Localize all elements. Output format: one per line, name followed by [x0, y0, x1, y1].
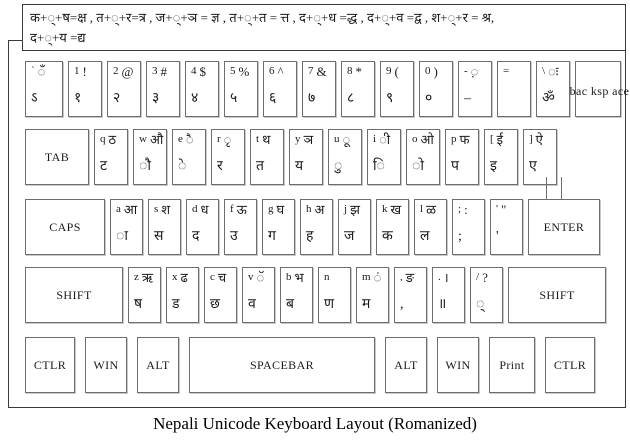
- key-backslash-latin-char: \: [542, 65, 546, 77]
- key-8-base-char: ८: [347, 91, 355, 106]
- key-m-latin-char: m: [362, 271, 371, 283]
- key-backtick: [25, 61, 63, 117]
- key-alt-right-label: ALT: [394, 357, 418, 372]
- key-tab: [25, 129, 89, 185]
- key-o: [406, 129, 440, 185]
- key-c-shift-char: च: [217, 270, 227, 285]
- key-c-base-char: छ: [210, 297, 220, 312]
- key-i-shift-char: ◌ी: [379, 132, 391, 147]
- key-s-latin-char: s: [154, 203, 159, 215]
- key-minus-latin-char: -: [464, 65, 468, 77]
- key-lbracket-latin-char: [: [490, 133, 494, 145]
- key-rbracket-shift-char: ऐ: [535, 132, 543, 147]
- key-w: [133, 129, 167, 185]
- key-g-shift-char: घ: [276, 202, 285, 217]
- key-6-shift-char: ^: [277, 64, 284, 79]
- key-d-latin-char: d: [192, 203, 198, 215]
- key-backtick-shift-char: ◌ँ: [37, 64, 46, 79]
- enter-key-stem: [546, 177, 562, 199]
- key-1: [68, 61, 102, 117]
- key-n-latin-char: n: [324, 271, 330, 283]
- key-x-latin-char: x: [172, 271, 178, 283]
- key-p-latin-char: p: [451, 133, 457, 145]
- key-backslash-shift-char: ◌ः: [548, 64, 559, 79]
- key-u-latin-char: u: [334, 133, 340, 145]
- key-w-latin-char: w: [139, 133, 147, 145]
- key-period-base-char: ॥: [438, 297, 447, 312]
- key-8-shift-char: *: [355, 64, 362, 79]
- key-y-shift-char: ञ: [303, 132, 314, 147]
- key-f-base-char: उ: [230, 229, 238, 244]
- key-minus-shift-char: ◌़: [470, 64, 479, 79]
- key-backslash-base-char: ॐ: [542, 91, 555, 106]
- key-z: [128, 267, 161, 323]
- key-4: [185, 61, 219, 117]
- key-n: [318, 267, 351, 323]
- key-minus: [458, 61, 492, 117]
- key-shift-right-label: SHIFT: [539, 287, 575, 302]
- key-r-latin-char: r: [217, 133, 221, 145]
- key-i-base-char: ◌ि: [373, 159, 385, 174]
- key-t-base-char: त: [256, 159, 264, 174]
- key-c: [204, 267, 237, 323]
- key-semicolon-latin-char: ;: [458, 203, 462, 215]
- key-r: [211, 129, 245, 185]
- key-a-latin-char: a: [116, 203, 121, 215]
- key-slash: [470, 267, 503, 323]
- key-tab-label: TAB: [44, 149, 70, 164]
- key-alt-right: [385, 337, 427, 393]
- key-1-shift-char: !: [82, 64, 87, 79]
- key-8-latin-char: 8: [347, 65, 353, 77]
- key-2-shift-char: @: [121, 64, 134, 79]
- key-b-shift-char: भ: [294, 270, 304, 285]
- key-a-base-char: ◌ा: [116, 229, 128, 244]
- key-quote-base-char: ': [496, 229, 499, 244]
- key-o-shift-char: ओ: [420, 132, 434, 147]
- key-shift-left: [25, 267, 123, 323]
- key-a-shift-char: आ: [123, 202, 138, 217]
- key-0-base-char: ०: [425, 91, 433, 106]
- key-d-shift-char: ध: [200, 202, 209, 217]
- key-9-shift-char: (: [394, 64, 399, 79]
- key-l-shift-char: ळ: [426, 202, 436, 217]
- key-c-latin-char: c: [210, 271, 215, 283]
- key-period: [432, 267, 465, 323]
- key-4-shift-char: $: [199, 64, 206, 79]
- key-shift-left-label: SHIFT: [56, 287, 92, 302]
- key-5-latin-char: 5: [230, 65, 236, 77]
- key-lbracket: [484, 129, 518, 185]
- key-3-base-char: ३: [152, 91, 160, 106]
- key-o-base-char: ◌ो: [412, 159, 424, 174]
- key-6-latin-char: 6: [269, 65, 275, 77]
- key-print-label: Print: [499, 357, 525, 372]
- key-7-shift-char: &: [316, 64, 327, 79]
- key-9: [380, 61, 414, 117]
- key-ctrl-left: [25, 337, 75, 393]
- key-k-base-char: क: [382, 229, 393, 244]
- key-4-base-char: ४: [191, 91, 199, 106]
- key-e-base-char: ◌े: [178, 159, 187, 174]
- key-b-base-char: ब: [286, 297, 294, 312]
- key-v-shift-char: ◌ॅ: [256, 270, 265, 285]
- key-k-shift-char: ख: [390, 202, 402, 217]
- key-0-shift-char: ): [433, 64, 438, 79]
- key-shift-right: [508, 267, 606, 323]
- key-h-latin-char: h: [306, 203, 312, 215]
- key-enter: [528, 199, 600, 255]
- key-3-latin-char: 3: [152, 65, 158, 77]
- key-2-latin-char: 2: [113, 65, 119, 77]
- key-comma-base-char: ,: [400, 297, 404, 312]
- key-p-shift-char: फ: [459, 132, 470, 147]
- key-z-latin-char: z: [134, 271, 139, 283]
- key-b-latin-char: b: [286, 271, 292, 283]
- keyboard-row-tab: [25, 129, 557, 185]
- key-e-latin-char: e: [178, 133, 183, 145]
- key-print: [489, 337, 535, 393]
- key-e: [172, 129, 206, 185]
- key-z-shift-char: ऋ: [141, 270, 153, 285]
- key-quote-latin-char: ': [496, 203, 498, 215]
- key-backspace-label: bac ksp ace: [569, 83, 630, 98]
- key-9-base-char: ९: [386, 91, 394, 106]
- key-alt-left: [137, 337, 179, 393]
- key-spacebar: [189, 337, 375, 393]
- key-4-latin-char: 4: [191, 65, 197, 77]
- key-7-latin-char: 7: [308, 65, 314, 77]
- keyboard-row-bottom: [25, 337, 595, 393]
- key-g: [262, 199, 295, 255]
- key-6: [263, 61, 297, 117]
- key-m: [356, 267, 389, 323]
- key-x-shift-char: ढ: [180, 270, 188, 285]
- key-a: [110, 199, 143, 255]
- key-o-latin-char: o: [412, 133, 418, 145]
- key-caps-label: CAPS: [49, 219, 81, 234]
- key-0-latin-char: 0: [425, 65, 431, 77]
- key-l: [414, 199, 447, 255]
- key-5-shift-char: %: [238, 64, 250, 79]
- conjunct-note-line1: क+◌्+ष=क्ष , त+◌्+र=त्र , ज+◌्+ञ = ज्ञ , त+◌्+त = त्त , द+◌्+ध =द्ध , द+◌्+व =द्व , श+◌्+र = श्र,: [30, 10, 495, 25]
- key-s: [148, 199, 181, 255]
- key-win-left: [85, 337, 127, 393]
- key-slash-base-char: ◌्: [476, 297, 485, 312]
- key-lbracket-shift-char: ई: [496, 132, 504, 147]
- key-6-base-char: ६: [269, 91, 277, 106]
- key-rbracket-base-char: ए: [529, 159, 537, 174]
- key-k-latin-char: k: [382, 203, 388, 215]
- key-u-shift-char: ◌ू: [342, 132, 351, 147]
- key-8: [341, 61, 375, 117]
- key-semicolon: [452, 199, 485, 255]
- key-t: [250, 129, 284, 185]
- key-u: [328, 129, 362, 185]
- key-q-latin-char: q: [100, 133, 106, 145]
- key-q: [94, 129, 128, 185]
- keyboard-outline: [8, 40, 630, 408]
- key-3: [146, 61, 180, 117]
- key-f-latin-char: f: [230, 203, 234, 215]
- key-win-right: [437, 337, 479, 393]
- key-alt-left-label: ALT: [146, 357, 170, 372]
- keyboard-row-caps: [25, 199, 600, 255]
- key-e-shift-char: ◌ै: [185, 132, 194, 147]
- key-rbracket-latin-char: ]: [529, 133, 533, 145]
- key-ctrl-left-label: CTLR: [33, 357, 67, 372]
- key-f: [224, 199, 257, 255]
- key-enter-label: ENTER: [543, 219, 585, 234]
- key-comma-latin-char: ,: [400, 271, 403, 283]
- key-p: [445, 129, 479, 185]
- key-x: [166, 267, 199, 323]
- key-j: [338, 199, 371, 255]
- key-3-shift-char: #: [160, 64, 167, 79]
- key-period-latin-char: .: [438, 271, 441, 283]
- key-v-latin-char: v: [248, 271, 254, 283]
- key-semicolon-shift-char: :: [464, 202, 468, 217]
- key-2-base-char: २: [113, 91, 121, 106]
- key-x-base-char: ड: [172, 297, 180, 312]
- key-1-latin-char: 1: [74, 65, 80, 77]
- key-5: [224, 61, 258, 117]
- key-u-base-char: ◌ु: [334, 159, 343, 174]
- key-y-base-char: य: [295, 159, 304, 174]
- keyboard-row-shift: [25, 267, 606, 323]
- key-w-base-char: ◌ौ: [139, 159, 151, 174]
- key-quote-shift-char: ": [500, 202, 507, 217]
- key-g-latin-char: g: [268, 203, 274, 215]
- key-p-base-char: प: [451, 159, 459, 174]
- key-caps: [25, 199, 105, 255]
- key-win-left-label: WIN: [93, 357, 119, 372]
- key-1-base-char: १: [74, 91, 82, 106]
- key-t-shift-char: थ: [262, 132, 271, 147]
- key-q-shift-char: ठ: [108, 132, 117, 147]
- key-2: [107, 61, 141, 117]
- key-equals: [497, 61, 531, 117]
- key-backtick-latin-char: `: [31, 65, 35, 77]
- key-d-base-char: द: [192, 229, 200, 244]
- key-7-base-char: ७: [308, 91, 316, 106]
- key-slash-shift-char: ?: [482, 270, 488, 285]
- key-h-base-char: ह: [306, 229, 314, 244]
- key-backslash: [536, 61, 570, 117]
- key-backtick-base-char: ऽ: [31, 91, 38, 106]
- key-5-base-char: ५: [230, 91, 238, 106]
- key-j-latin-char: j: [344, 203, 348, 215]
- key-quote: [490, 199, 523, 255]
- key-ctrl-right-label: CTLR: [553, 357, 587, 372]
- key-k: [376, 199, 409, 255]
- key-y-latin-char: y: [295, 133, 301, 145]
- key-0: [419, 61, 453, 117]
- key-win-right-label: WIN: [445, 357, 471, 372]
- key-backspace: [569, 61, 630, 117]
- key-ctrl-right: [545, 337, 595, 393]
- key-h-shift-char: अ: [314, 202, 325, 217]
- key-slash-latin-char: /: [476, 271, 480, 283]
- key-9-latin-char: 9: [386, 65, 392, 77]
- key-minus-base-char: –: [464, 91, 471, 106]
- key-y: [289, 129, 323, 185]
- key-q-base-char: ट: [100, 159, 108, 174]
- key-w-shift-char: औ: [149, 132, 164, 147]
- key-n-base-char: ण: [324, 297, 335, 312]
- figure-caption: Nepali Unicode Keyboard Layout (Romanized): [153, 414, 477, 433]
- key-i-latin-char: i: [373, 133, 377, 145]
- key-j-shift-char: झ: [350, 202, 360, 217]
- key-f-shift-char: ऊ: [236, 202, 247, 217]
- key-comma: [394, 267, 427, 323]
- key-v: [242, 267, 275, 323]
- key-g-base-char: ग: [268, 229, 276, 244]
- key-lbracket-base-char: इ: [490, 159, 497, 174]
- key-t-latin-char: t: [256, 133, 260, 145]
- key-period-shift-char: ।: [443, 270, 449, 285]
- key-equals-latin-char: =: [503, 65, 510, 77]
- key-l-base-char: ल: [420, 229, 430, 244]
- key-l-latin-char: l: [420, 203, 424, 215]
- key-semicolon-base-char: ;: [458, 229, 462, 244]
- key-d: [186, 199, 219, 255]
- key-s-base-char: स: [154, 229, 164, 244]
- key-r-shift-char: ◌ृ: [223, 132, 232, 147]
- conjunct-note-box: [22, 4, 626, 51]
- key-7: [302, 61, 336, 117]
- key-comma-shift-char: ङ: [405, 270, 415, 285]
- key-v-base-char: व: [248, 297, 256, 312]
- key-b: [280, 267, 313, 323]
- key-j-base-char: ज: [344, 229, 355, 244]
- key-s-shift-char: श: [161, 202, 171, 217]
- key-z-base-char: ष: [134, 297, 143, 312]
- key-h: [300, 199, 333, 255]
- key-m-base-char: म: [362, 297, 371, 312]
- key-r-base-char: र: [217, 159, 223, 174]
- key-i: [367, 129, 401, 185]
- keyboard-row-numbers: [25, 61, 630, 117]
- key-spacebar-label: SPACEBAR: [249, 357, 315, 372]
- key-m-shift-char: ◌ं: [373, 270, 382, 285]
- conjunct-note-line2: द+◌्+य =द्य: [30, 30, 86, 45]
